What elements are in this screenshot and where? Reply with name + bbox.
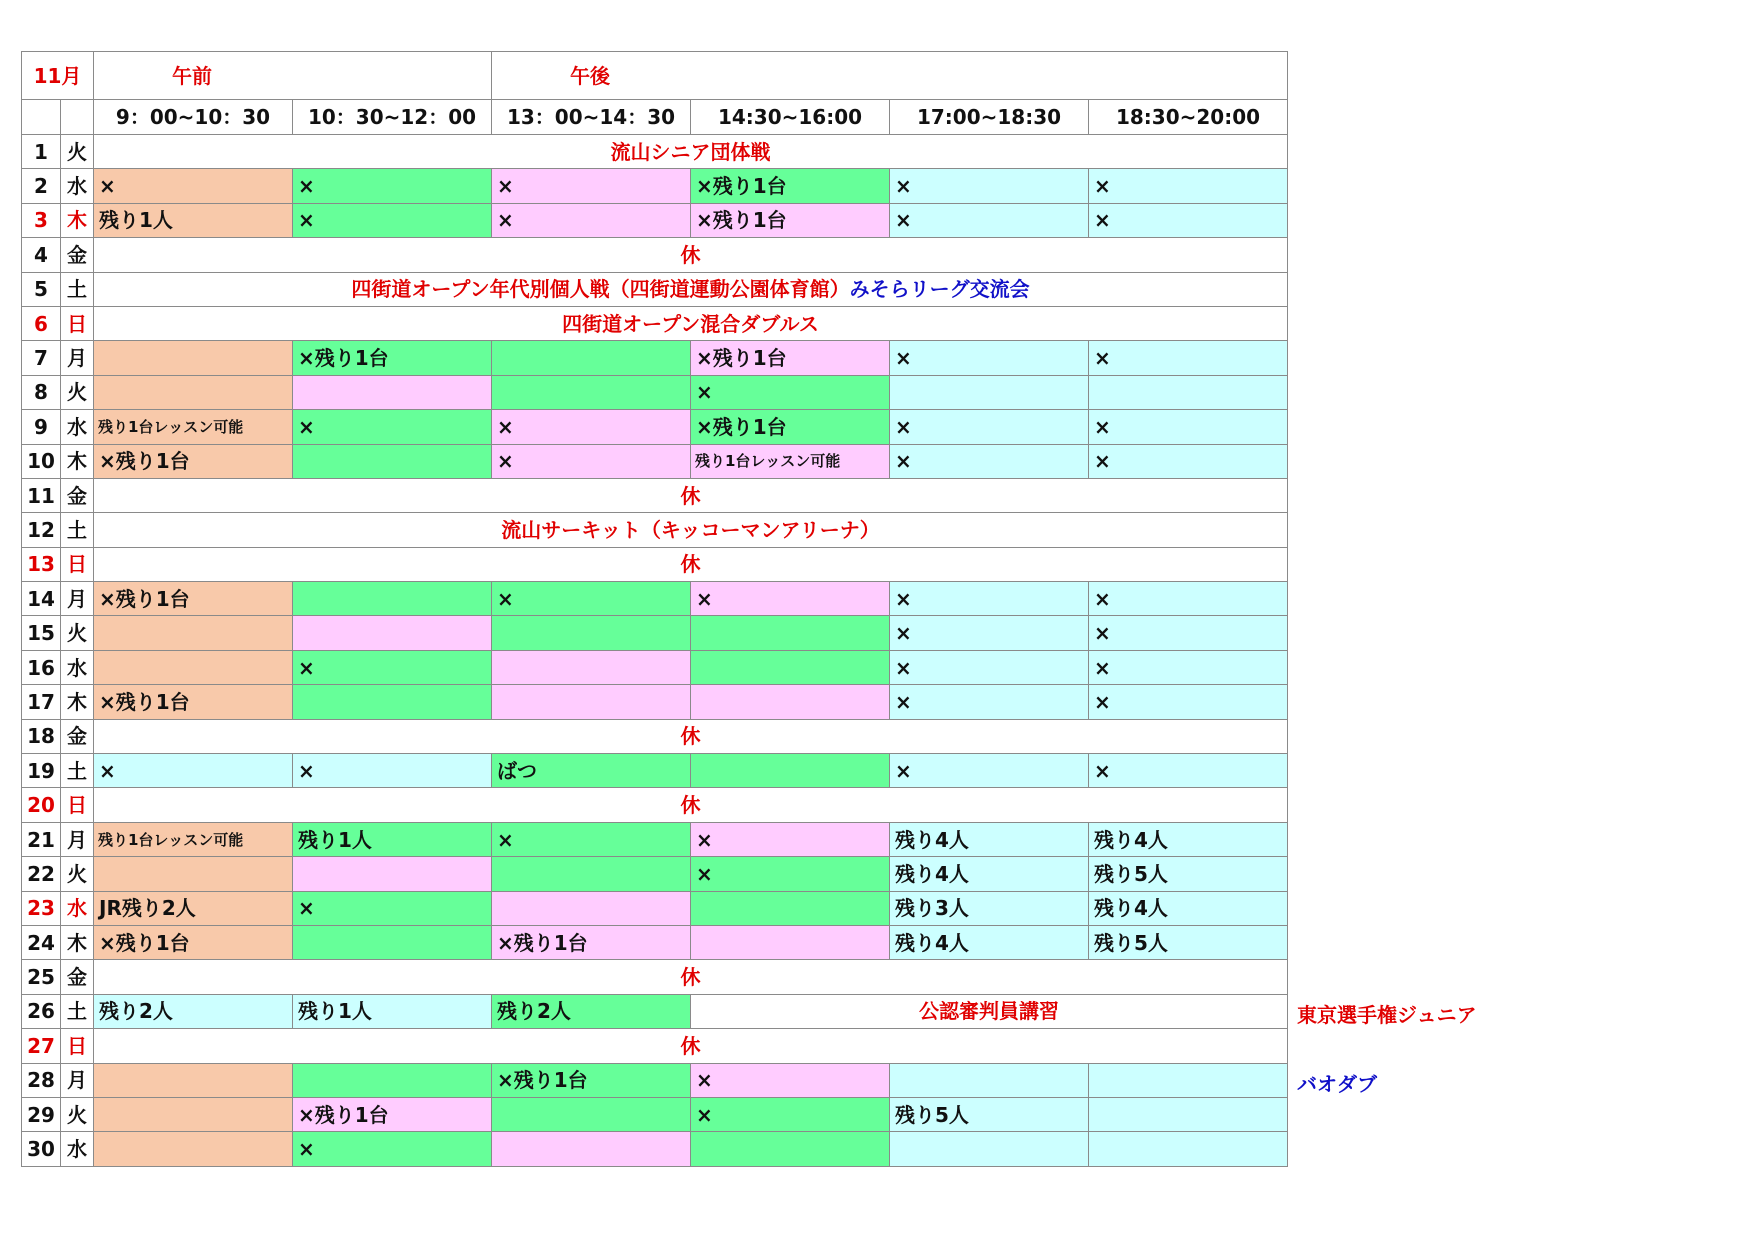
event-banner bbox=[94, 238, 1288, 272]
slot-cell: 残り4人 bbox=[1089, 822, 1288, 856]
event-text: 休 bbox=[680, 242, 701, 267]
day-row bbox=[22, 444, 1288, 478]
day-row bbox=[22, 203, 1288, 237]
day-row bbox=[22, 650, 1288, 684]
slot-cell bbox=[94, 1132, 293, 1166]
slot-cell: × bbox=[293, 203, 492, 237]
slot-cell bbox=[1089, 1097, 1288, 1131]
day-of-week: 土 bbox=[61, 994, 94, 1028]
day-of-week: 金 bbox=[61, 960, 94, 994]
slot-cell bbox=[890, 375, 1089, 409]
day-number: 1 bbox=[22, 135, 61, 169]
day-number: 18 bbox=[22, 719, 61, 753]
day-row bbox=[22, 788, 1288, 822]
schedule-table bbox=[21, 51, 1288, 1167]
day-number: 21 bbox=[22, 822, 61, 856]
event-text: 流山シニア団体戦 bbox=[610, 139, 771, 164]
slot-header: 13：00~14：30 bbox=[492, 100, 691, 135]
slot-cell bbox=[492, 1132, 691, 1166]
day-row bbox=[22, 925, 1288, 959]
day-row bbox=[22, 685, 1288, 719]
slot-cell: 残り5人 bbox=[1089, 857, 1288, 891]
slot-cell: × bbox=[1089, 650, 1288, 684]
slot-cell: × bbox=[691, 857, 890, 891]
slot-cell: × bbox=[293, 169, 492, 203]
event-text: 休 bbox=[680, 965, 701, 990]
slot-cell bbox=[691, 754, 890, 788]
slot-cell: 公認審判員講習 bbox=[691, 994, 1288, 1028]
slot-cell bbox=[492, 341, 691, 375]
day-row bbox=[22, 547, 1288, 581]
slot-cell bbox=[492, 375, 691, 409]
day-of-week: 火 bbox=[61, 375, 94, 409]
side-note: 東京選手権ジュニア bbox=[1297, 1003, 1477, 1028]
slot-cell: × bbox=[890, 341, 1089, 375]
day-of-week: 金 bbox=[61, 719, 94, 753]
day-of-week: 木 bbox=[61, 203, 94, 237]
slot-cell: ×残り1台 bbox=[293, 1097, 492, 1131]
slot-cell bbox=[94, 341, 293, 375]
slot-cell: × bbox=[293, 754, 492, 788]
slot-cell: ×残り1台 bbox=[94, 685, 293, 719]
slot-cell: ばつ bbox=[492, 754, 691, 788]
slot-cell bbox=[293, 375, 492, 409]
day-number: 6 bbox=[22, 306, 61, 340]
slot-cell bbox=[691, 1132, 890, 1166]
slot-cell: × bbox=[492, 410, 691, 444]
day-of-week: 月 bbox=[61, 341, 94, 375]
slot-cell: ×残り1台 bbox=[492, 925, 691, 959]
slot-cell bbox=[94, 650, 293, 684]
slot-cell bbox=[691, 650, 890, 684]
day-of-week: 水 bbox=[61, 410, 94, 444]
event-banner bbox=[94, 306, 1288, 340]
day-number: 12 bbox=[22, 513, 61, 547]
day-of-week: 火 bbox=[61, 857, 94, 891]
slot-cell: ×残り1台 bbox=[691, 341, 890, 375]
day-number: 20 bbox=[22, 788, 61, 822]
slot-cell bbox=[94, 1097, 293, 1131]
slot-cell bbox=[293, 857, 492, 891]
slot-cell: ×残り1台 bbox=[94, 925, 293, 959]
day-of-week: 日 bbox=[61, 547, 94, 581]
slot-cell: 残り1台レッスン可能 bbox=[94, 822, 293, 856]
slot-cell: × bbox=[492, 203, 691, 237]
slot-header: 9：00~10：30 bbox=[94, 100, 293, 135]
event-text: 休 bbox=[680, 483, 701, 508]
slot-cell bbox=[293, 444, 492, 478]
day-number: 24 bbox=[22, 925, 61, 959]
day-number: 19 bbox=[22, 754, 61, 788]
slot-cell: 残り1台レッスン可能 bbox=[94, 410, 293, 444]
day-of-week: 金 bbox=[61, 238, 94, 272]
day-row bbox=[22, 169, 1288, 203]
slot-cell bbox=[890, 1132, 1089, 1166]
day-of-week: 水 bbox=[61, 169, 94, 203]
slot-cell: × bbox=[492, 582, 691, 616]
slot-cell: ×残り1台 bbox=[691, 203, 890, 237]
slot-cell: × bbox=[890, 410, 1089, 444]
day-of-week: 月 bbox=[61, 582, 94, 616]
day-number: 30 bbox=[22, 1132, 61, 1166]
day-number: 5 bbox=[22, 272, 61, 306]
day-number: 14 bbox=[22, 582, 61, 616]
slot-cell bbox=[94, 375, 293, 409]
slot-cell bbox=[94, 857, 293, 891]
slot-cell: × bbox=[691, 582, 890, 616]
event-banner bbox=[94, 135, 1288, 169]
slot-cell: ×残り1台 bbox=[293, 341, 492, 375]
slot-cell bbox=[691, 925, 890, 959]
day-number: 3 bbox=[22, 203, 61, 237]
day-number: 9 bbox=[22, 410, 61, 444]
day-row bbox=[22, 272, 1288, 306]
slot-cell: × bbox=[890, 754, 1089, 788]
slot-cell: ×残り1台 bbox=[492, 1063, 691, 1097]
day-number: 4 bbox=[22, 238, 61, 272]
slot-cell: 残り1人 bbox=[293, 822, 492, 856]
day-number: 27 bbox=[22, 1029, 61, 1063]
slot-cell bbox=[492, 891, 691, 925]
slot-cell: 残り1台レッスン可能 bbox=[691, 444, 890, 478]
slot-cell bbox=[293, 685, 492, 719]
slot-cell: × bbox=[293, 650, 492, 684]
day-row bbox=[22, 135, 1288, 169]
slot-cell: 残り2人 bbox=[94, 994, 293, 1028]
slot-cell: ×残り1台 bbox=[94, 582, 293, 616]
day-row bbox=[22, 754, 1288, 788]
day-number: 11 bbox=[22, 478, 61, 512]
slot-cell: × bbox=[1089, 754, 1288, 788]
slot-header: 10：30~12：00 bbox=[293, 100, 492, 135]
header-row-slots bbox=[22, 100, 1288, 135]
day-of-week: 日 bbox=[61, 788, 94, 822]
slot-cell: × bbox=[890, 444, 1089, 478]
day-of-week: 水 bbox=[61, 891, 94, 925]
day-number: 15 bbox=[22, 616, 61, 650]
slot-cell: 残り4人 bbox=[890, 925, 1089, 959]
day-row bbox=[22, 582, 1288, 616]
am-label: 午前 bbox=[94, 52, 492, 100]
slot-cell: × bbox=[1089, 341, 1288, 375]
event-banner bbox=[94, 788, 1288, 822]
day-number: 2 bbox=[22, 169, 61, 203]
slot-cell bbox=[293, 616, 492, 650]
slot-cell: × bbox=[691, 822, 890, 856]
event-banner bbox=[94, 478, 1288, 512]
day-of-week: 水 bbox=[61, 1132, 94, 1166]
day-number: 29 bbox=[22, 1097, 61, 1131]
header-empty-day bbox=[22, 100, 61, 135]
event-banner bbox=[94, 719, 1288, 753]
slot-cell: × bbox=[1089, 203, 1288, 237]
day-row bbox=[22, 1097, 1288, 1131]
day-of-week: 木 bbox=[61, 685, 94, 719]
day-row bbox=[22, 616, 1288, 650]
slot-cell: 残り3人 bbox=[890, 891, 1089, 925]
event-text: 休 bbox=[680, 793, 701, 818]
slot-cell: 残り2人 bbox=[492, 994, 691, 1028]
pm-label: 午後 bbox=[492, 52, 1288, 100]
slot-cell bbox=[1089, 1063, 1288, 1097]
slot-cell: 残り1人 bbox=[94, 203, 293, 237]
event-banner bbox=[94, 272, 1288, 306]
slot-cell bbox=[691, 685, 890, 719]
event-text: 流山サーキット（キッコーマンアリーナ） bbox=[501, 517, 880, 542]
day-number: 8 bbox=[22, 375, 61, 409]
day-of-week: 火 bbox=[61, 616, 94, 650]
slot-cell bbox=[492, 650, 691, 684]
event-text: みそらリーグ交流会 bbox=[849, 277, 1030, 302]
slot-cell: × bbox=[492, 444, 691, 478]
day-number: 16 bbox=[22, 650, 61, 684]
event-banner bbox=[94, 513, 1288, 547]
day-row bbox=[22, 1132, 1288, 1166]
slot-cell bbox=[293, 1063, 492, 1097]
slot-cell: × bbox=[890, 685, 1089, 719]
slot-cell bbox=[492, 685, 691, 719]
slot-cell: ×残り1台 bbox=[691, 169, 890, 203]
day-row bbox=[22, 822, 1288, 856]
slot-cell bbox=[691, 616, 890, 650]
slot-cell: 残り1人 bbox=[293, 994, 492, 1028]
slot-cell bbox=[1089, 1132, 1288, 1166]
slot-cell: × bbox=[492, 822, 691, 856]
day-row bbox=[22, 1063, 1288, 1097]
slot-cell: JR残り2人 bbox=[94, 891, 293, 925]
slot-header: 17:00~18:30 bbox=[890, 100, 1089, 135]
slot-cell bbox=[94, 1063, 293, 1097]
day-number: 10 bbox=[22, 444, 61, 478]
day-row bbox=[22, 857, 1288, 891]
slot-cell: × bbox=[94, 754, 293, 788]
day-number: 13 bbox=[22, 547, 61, 581]
day-of-week: 日 bbox=[61, 306, 94, 340]
slot-cell: × bbox=[691, 1063, 890, 1097]
slot-cell: 残り4人 bbox=[890, 822, 1089, 856]
slot-cell: × bbox=[691, 375, 890, 409]
event-banner bbox=[94, 547, 1288, 581]
day-row bbox=[22, 478, 1288, 512]
slot-cell: × bbox=[94, 169, 293, 203]
event-banner bbox=[94, 960, 1288, 994]
day-of-week: 月 bbox=[61, 1063, 94, 1097]
slot-cell: 残り5人 bbox=[890, 1097, 1089, 1131]
day-of-week: 火 bbox=[61, 1097, 94, 1131]
slot-cell: × bbox=[1089, 410, 1288, 444]
month-label: 11月 bbox=[22, 52, 94, 100]
slot-cell bbox=[1089, 375, 1288, 409]
side-note: バオダブ bbox=[1297, 1072, 1377, 1097]
slot-cell bbox=[492, 616, 691, 650]
day-of-week: 火 bbox=[61, 135, 94, 169]
slot-cell: × bbox=[890, 203, 1089, 237]
slot-header: 18:30~20:00 bbox=[1089, 100, 1288, 135]
day-row bbox=[22, 375, 1288, 409]
day-of-week: 土 bbox=[61, 513, 94, 547]
day-number: 28 bbox=[22, 1063, 61, 1097]
header-empty-dow bbox=[61, 100, 94, 135]
day-of-week: 土 bbox=[61, 754, 94, 788]
slot-cell bbox=[691, 891, 890, 925]
slot-cell: ×残り1台 bbox=[94, 444, 293, 478]
day-number: 26 bbox=[22, 994, 61, 1028]
day-row bbox=[22, 994, 1288, 1028]
event-banner bbox=[94, 1029, 1288, 1063]
slot-cell: × bbox=[1089, 616, 1288, 650]
slot-cell: × bbox=[293, 410, 492, 444]
day-of-week: 木 bbox=[61, 925, 94, 959]
slot-cell: 残り4人 bbox=[1089, 891, 1288, 925]
day-row bbox=[22, 238, 1288, 272]
day-of-week: 金 bbox=[61, 478, 94, 512]
slot-cell: × bbox=[1089, 444, 1288, 478]
day-of-week: 日 bbox=[61, 1029, 94, 1063]
slot-cell: × bbox=[293, 1132, 492, 1166]
event-text: 四街道オープン混合ダブルス bbox=[562, 311, 819, 336]
slot-cell: × bbox=[890, 616, 1089, 650]
header-row-periods bbox=[22, 52, 1288, 100]
slot-cell bbox=[492, 1097, 691, 1131]
slot-cell bbox=[492, 857, 691, 891]
day-row bbox=[22, 410, 1288, 444]
day-row bbox=[22, 306, 1288, 340]
slot-cell: 残り4人 bbox=[890, 857, 1089, 891]
slot-cell bbox=[293, 925, 492, 959]
day-number: 25 bbox=[22, 960, 61, 994]
slot-cell: × bbox=[691, 1097, 890, 1131]
day-of-week: 月 bbox=[61, 822, 94, 856]
day-number: 22 bbox=[22, 857, 61, 891]
slot-header: 14:30~16:00 bbox=[691, 100, 890, 135]
slot-cell: 残り5人 bbox=[1089, 925, 1288, 959]
event-text: 休 bbox=[680, 1033, 701, 1058]
slot-cell: × bbox=[492, 169, 691, 203]
day-of-week: 木 bbox=[61, 444, 94, 478]
event-text: 休 bbox=[680, 552, 701, 577]
event-text: 休 bbox=[680, 724, 701, 749]
slot-cell bbox=[890, 1063, 1089, 1097]
day-of-week: 土 bbox=[61, 272, 94, 306]
slot-cell: × bbox=[890, 650, 1089, 684]
slot-cell: ×残り1台 bbox=[691, 410, 890, 444]
day-row bbox=[22, 960, 1288, 994]
slot-cell: × bbox=[890, 169, 1089, 203]
slot-cell: × bbox=[1089, 685, 1288, 719]
day-row bbox=[22, 1029, 1288, 1063]
day-row bbox=[22, 341, 1288, 375]
slot-cell: × bbox=[1089, 169, 1288, 203]
day-row bbox=[22, 719, 1288, 753]
day-row bbox=[22, 513, 1288, 547]
slot-cell bbox=[293, 582, 492, 616]
day-number: 17 bbox=[22, 685, 61, 719]
day-of-week: 水 bbox=[61, 650, 94, 684]
day-number: 23 bbox=[22, 891, 61, 925]
slot-cell: × bbox=[293, 891, 492, 925]
slot-cell: × bbox=[1089, 582, 1288, 616]
slot-cell: × bbox=[890, 582, 1089, 616]
event-text: 四街道オープン年代別個人戦（四街道運動公園体育館） bbox=[351, 277, 850, 302]
slot-cell bbox=[94, 616, 293, 650]
day-number: 7 bbox=[22, 341, 61, 375]
day-row bbox=[22, 891, 1288, 925]
